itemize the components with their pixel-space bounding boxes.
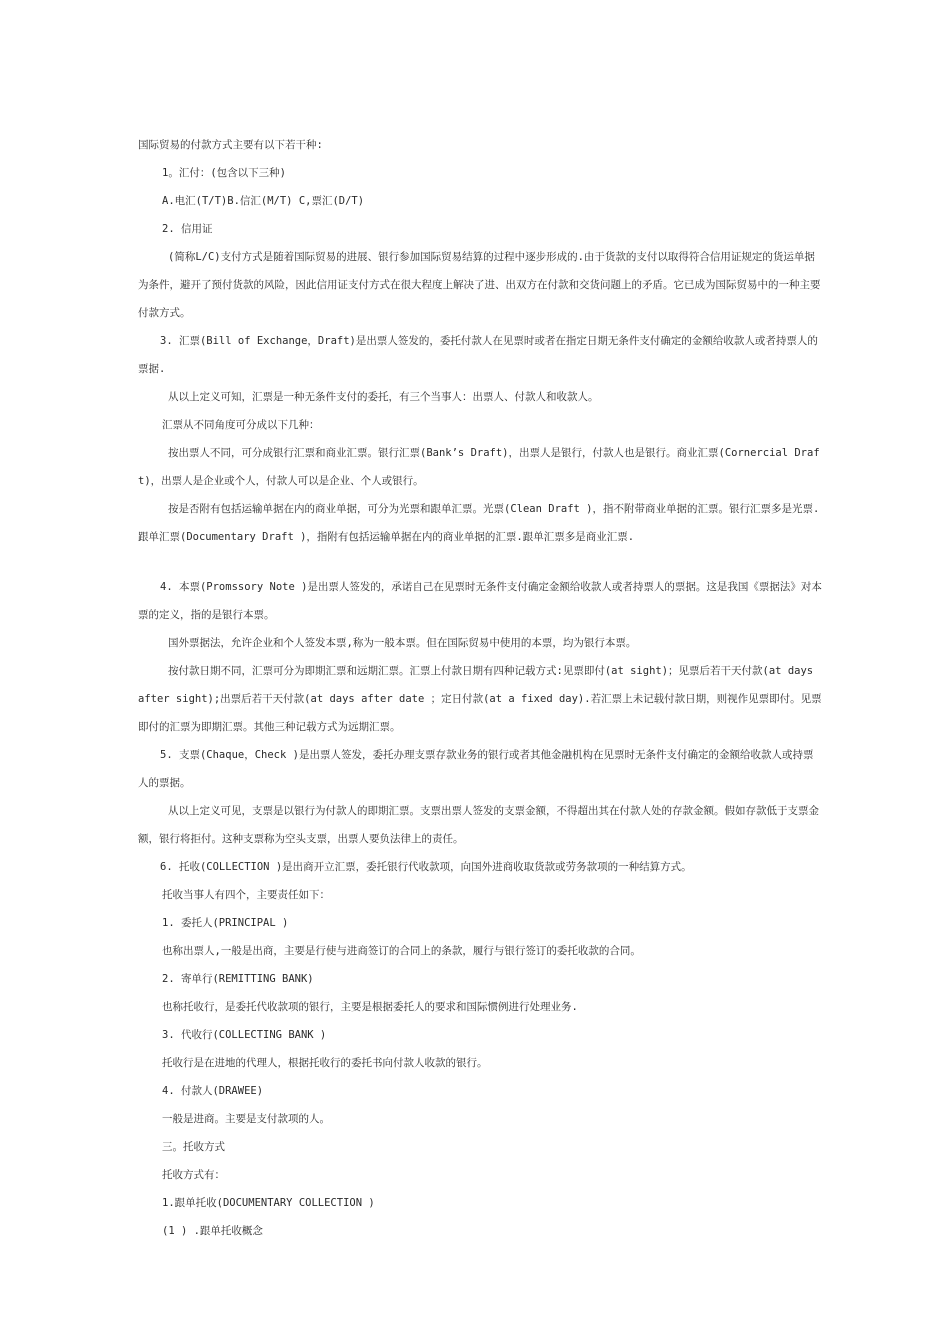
paragraph-promissory-note: 4. 本票(Promssory Note )是出票人签发的，承诺自己在见票时无条件支付确定金额给收款人或者持票人的票据。这是我国《票据法》对本票的定义，指的是银行本票。	[138, 581, 822, 621]
paragraph-spacer	[138, 551, 822, 573]
paragraph-documentary-concept: (1 ) .跟单托收概念	[162, 1225, 263, 1237]
paragraph-draft-definition: 3. 汇票(Bill of Exchange，Draft)是出票人签发的，委托付款人在见票时或者在指定日期无条件支付确定的金额给收款人或者持票人的票据.	[138, 335, 818, 375]
paragraph-collecting-body: 托收行是在进地的代理人，根据托收行的委托书向付款人收款的银行。	[162, 1057, 488, 1069]
paragraph-principal-heading: 1. 委托人(PRINCIPAL )	[162, 917, 289, 929]
paragraph-remitting-heading: 2. 寄单行(REMITTING BANK)	[162, 973, 314, 985]
paragraph-draft-kinds: 汇票从不同角度可分成以下几种：	[162, 419, 320, 431]
paragraph-payment-dates: 按付款日期不同，汇票可分为即期汇票和远期汇票。汇票上付款日期有四种记载方式:见票即付(at sight)；见票后若干天付款(at days after sight);出票后若干天付款(at days after date ；定日付款(at a fixed day).若汇票上未记载付款日期，则视作见票即付。见票即付的汇票为即期汇票。其他三种记载方式为远期汇票。	[138, 665, 822, 733]
paragraph-collecting-heading: 3. 代收行(COLLECTING BANK )	[162, 1029, 327, 1041]
paragraph-remitting-body: 也称托收行，是委托代收款项的银行，主要是根据委托人的要求和国际惯例进行处理业务.	[162, 1001, 578, 1013]
paragraph-collection: 6. 托收(COLLECTION )是出商开立汇票，委托银行代收款项，向国外进商收取货款或劳务款项的一种结算方式。	[160, 861, 692, 873]
paragraph-intro: 国际贸易的付款方式主要有以下若干种:	[138, 139, 323, 151]
paragraph-collection-parties: 托收当事人有四个，主要责任如下：	[162, 889, 330, 901]
paragraph-principal-body: 也称出票人,一般是出商，主要是行使与进商签订的合同上的条款，履行与银行签订的委托收款的合同。	[162, 945, 641, 957]
document-body	[138, 131, 822, 1245]
paragraph-draft-by-documents: 按是否附有包括运输单据在内的商业单据，可分为光票和跟单汇票。光票(Clean Draft )，指不附带商业单据的汇票。银行汇票多是光票.跟单汇票(Documentary Draft )，指附有包括运输单据在内的商业单据的汇票.跟单汇票多是商业汇票.	[138, 503, 820, 543]
paragraph-remittance-types: A.电汇(T/T)B.信汇(M/T) C,票汇(D/T)	[162, 195, 365, 207]
paragraph-remittance-heading: 1。汇付：(包含以下三种)	[162, 167, 286, 179]
paragraph-section-three: 三。托收方式	[162, 1141, 225, 1153]
paragraph-cheque: 5. 支票(Chaque，Check )是出票人签发，委托办理支票存款业务的银行或者其他金融机构在见票时无条件支付确定的金额给收款人或持票人的票据。	[138, 749, 814, 789]
paragraph-lc-heading: 2. 信用证	[162, 223, 213, 235]
paragraph-lc-body: (简称L/C)支付方式是随着国际贸易的进展、银行参加国际贸易结算的过程中逐步形成的.由于货款的支付以取得符合信用证规定的货运单据为条件，避开了预付货款的风险，因此信用证支付方式在很大程度上解决了进、出双方在付款和交货问题上的矛盾。它已成为国际贸易中的一种主要付款方式。	[138, 251, 821, 319]
paragraph-draft-parties: 从以上定义可知，汇票是一种无条件支付的委托，有三个当事人：出票人、付款人和收款人。	[168, 391, 599, 403]
paragraph-methods-intro: 托收方式有：	[162, 1169, 225, 1181]
paragraph-draft-by-drawer: 按出票人不同，可分成银行汇票和商业汇票。银行汇票(Bank’s Draft)，出票人是银行，付款人也是银行。商业汇票(Cornercial Draft)，出票人是企业或个人，付款人可以是企业、个人或银行。	[138, 447, 820, 487]
paragraph-drawee-body: 一般是进商。主要是支付款项的人。	[162, 1113, 330, 1125]
paragraph-foreign-law: 国外票据法，允许企业和个人签发本票,称为一般本票。但在国际贸易中使用的本票，均为银行本票。	[168, 637, 637, 649]
paragraph-cheque-detail: 从以上定义可见，支票是以银行为付款人的即期汇票。支票出票人签发的支票金额，不得超出其在付款人处的存款金额。假如存款低于支票金额，银行将拒付。这种支票称为空头支票，出票人要负法律上的责任。	[138, 805, 819, 845]
paragraph-documentary-collection: 1.跟单托收(DOCUMENTARY COLLECTION )	[162, 1197, 375, 1209]
paragraph-drawee-heading: 4. 付款人(DRAWEE)	[162, 1085, 264, 1097]
